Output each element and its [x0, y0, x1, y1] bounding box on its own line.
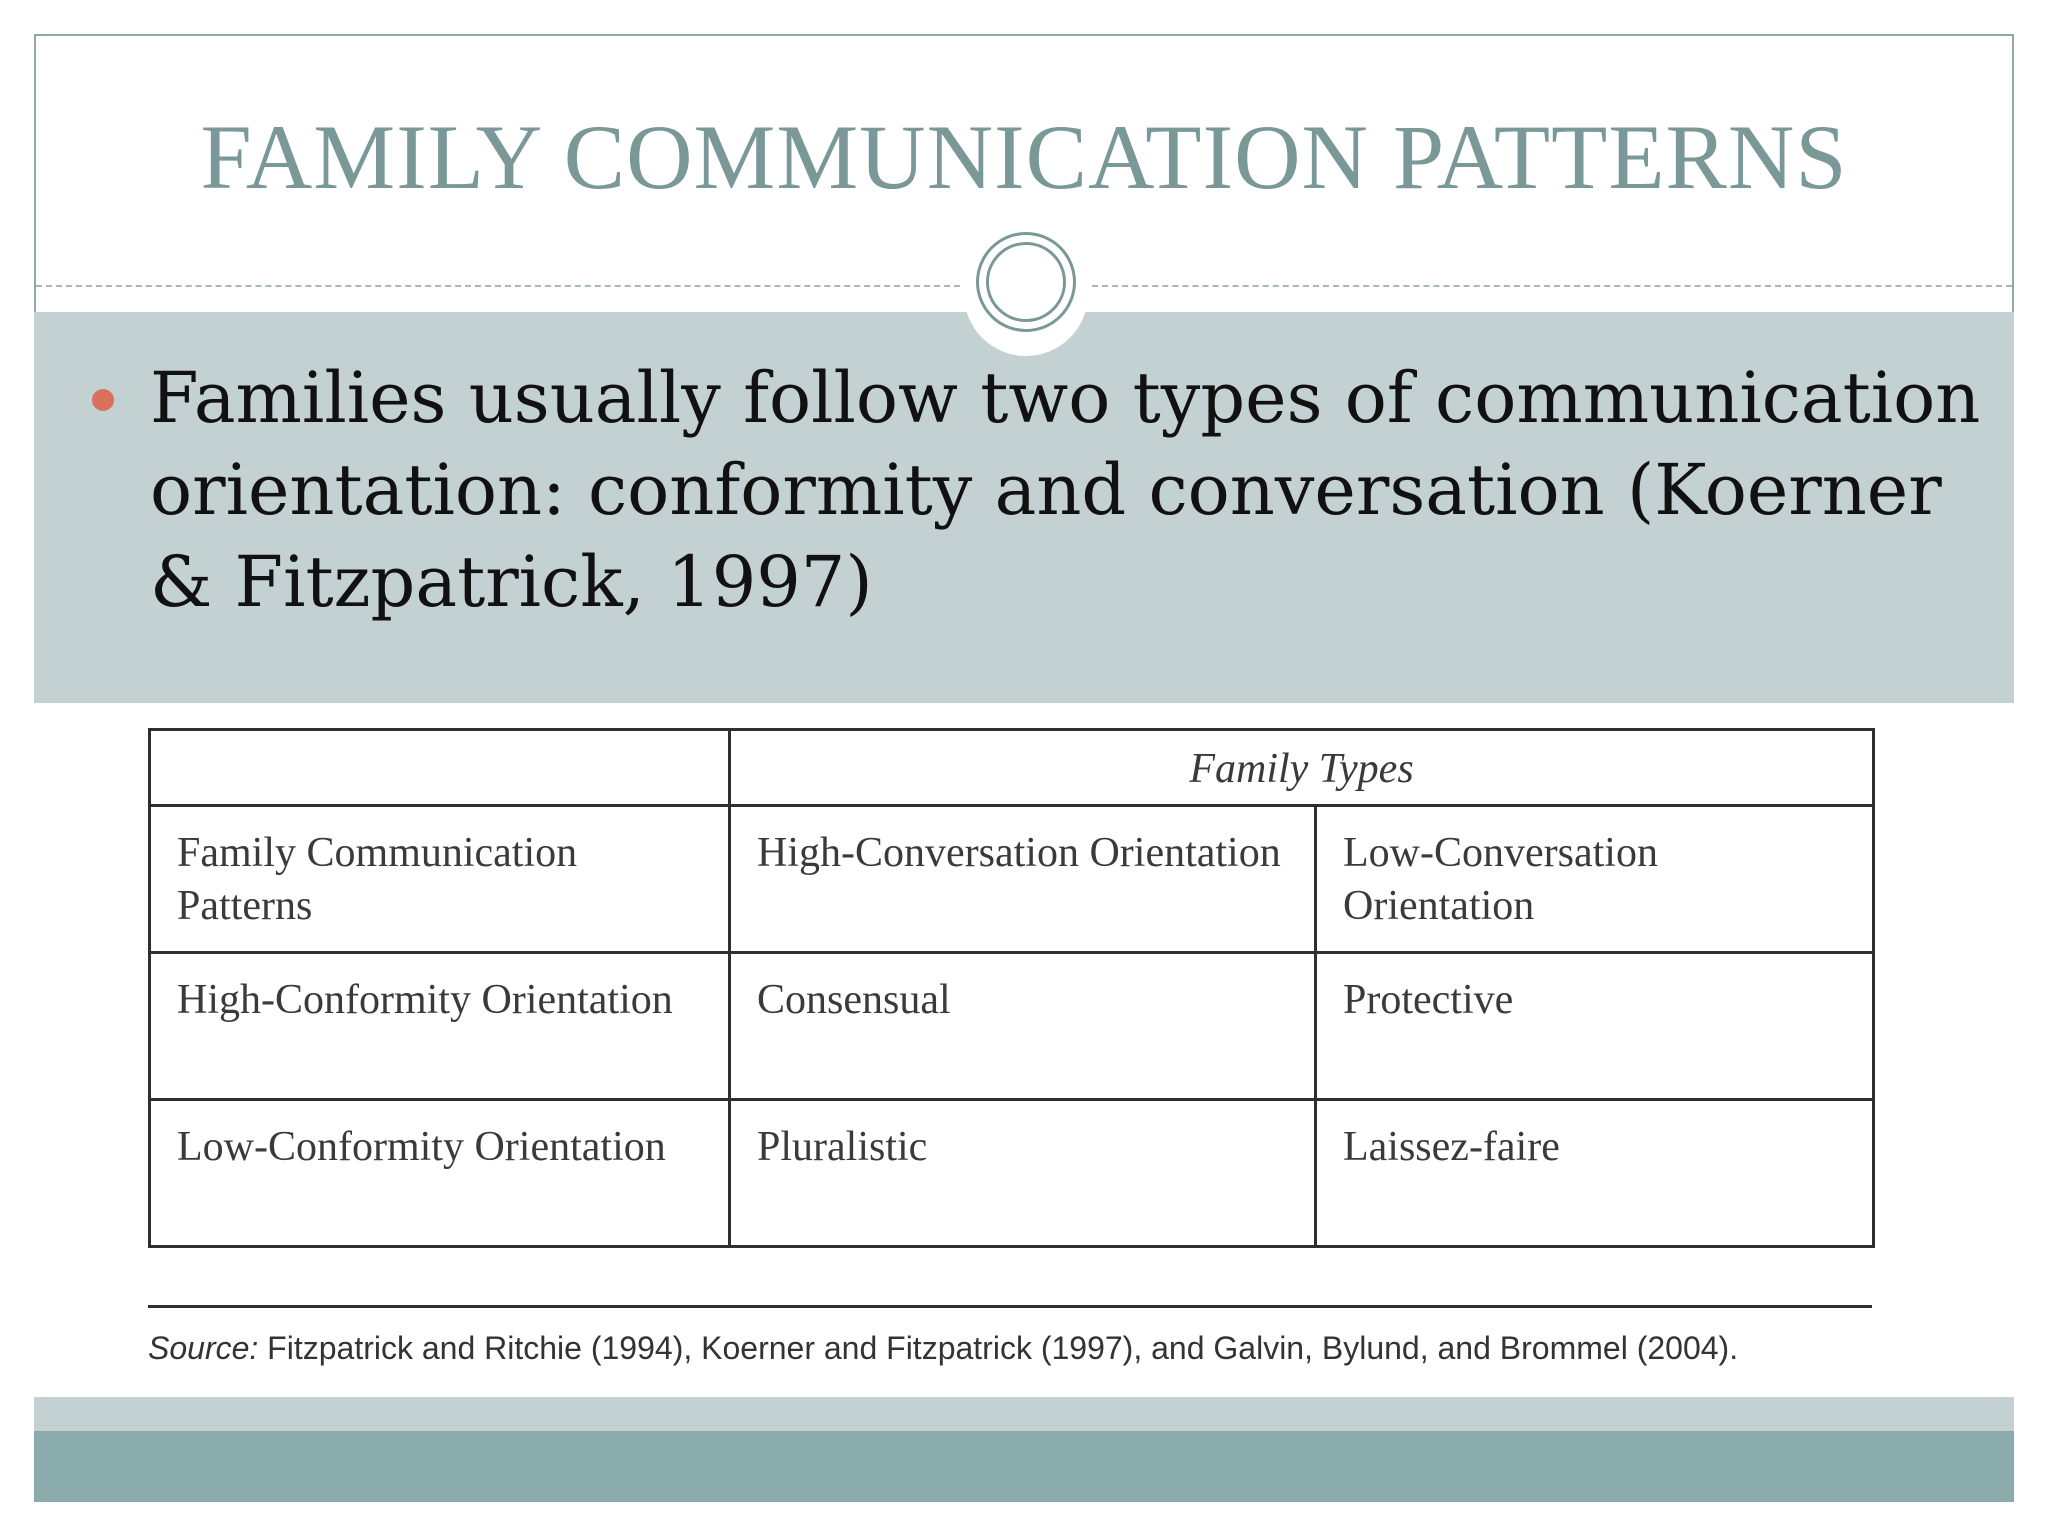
table-row [150, 1100, 1874, 1247]
table-row [150, 953, 1874, 1100]
source-label: Source: [148, 1330, 259, 1366]
bullet-dot-icon [92, 389, 114, 411]
slide-title: FAMILY COMMUNICATION PATTERNS [200, 106, 1848, 208]
cell-protective: Protective [1316, 953, 1874, 1100]
bullet-text: Families usually follow two types of communication orientation: conformity and conversation (Koerner & Fitzpatrick, 1997) [150, 357, 1981, 623]
table-header-row [150, 730, 1874, 806]
footer-band-light [34, 1397, 2014, 1431]
footer-band-dark [34, 1431, 2014, 1502]
title-divider-right [1092, 285, 2012, 287]
source-rule [148, 1305, 1872, 1308]
family-types-table [148, 728, 1875, 1248]
table-empty-corner [150, 730, 730, 806]
column-header-high-conversation: High-Conversation Orientation [730, 806, 1316, 953]
row-label-high-conformity: High-Conformity Orientation [150, 953, 730, 1100]
row-label-low-conformity: Low-Conformity Orientation [150, 1100, 730, 1247]
table-column-row [150, 806, 1874, 953]
cell-consensual: Consensual [730, 953, 1316, 1100]
source-citation [148, 1330, 1948, 1367]
corner-label: Family Communication Patterns [150, 806, 730, 953]
source-text: Fitzpatrick and Ritchie (1994), Koerner and Fitzpatrick (1997), and Galvin, Bylund, and Brommel (2004). [258, 1330, 1739, 1366]
title-divider-left [36, 285, 960, 287]
cell-pluralistic: Pluralistic [730, 1100, 1316, 1247]
inner-ring-ornament-icon [986, 242, 1066, 322]
column-header-low-conversation: Low-Conversation Orientation [1316, 806, 1874, 953]
family-types-header: Family Types [730, 730, 1874, 806]
cell-laissez-faire: Laissez-faire [1316, 1100, 1874, 1247]
